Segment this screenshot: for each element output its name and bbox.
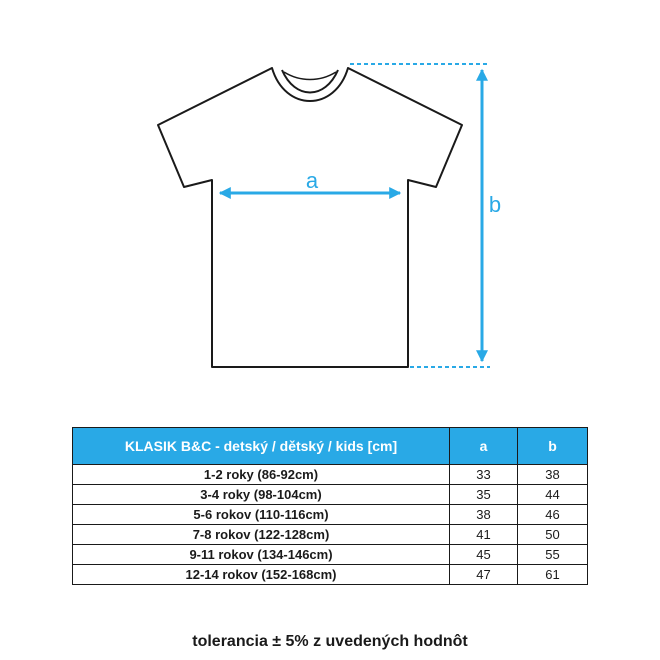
size-cell: 1-2 roky (86-92cm) [73,465,450,485]
size-cell: 3-4 roky (98-104cm) [73,485,450,505]
table-row [73,465,588,485]
size-cell: 7-8 rokov (122-128cm) [73,525,450,545]
length-label: b [488,192,502,217]
size-cell: 9-11 rokov (134-146cm) [73,545,450,565]
tolerance-note: tolerancia ± 5% z uvedených hodnôt [192,633,468,650]
value-b-cell: 50 [518,525,588,545]
column-header-a: a [450,428,518,465]
value-a-cell: 45 [450,545,518,565]
table-row [73,485,588,505]
value-b-cell: 61 [518,565,588,585]
value-a-cell: 47 [450,565,518,585]
tshirt-collar [282,70,338,93]
table-row [73,505,588,525]
table-row [73,565,588,585]
size-cell: 5-6 rokov (110-116cm) [73,505,450,525]
column-header-b: b [518,428,588,465]
width-label: a [305,168,319,193]
value-b-cell: 38 [518,465,588,485]
value-a-cell: 38 [450,505,518,525]
size-table [72,427,588,585]
tshirt-outline [158,68,462,367]
value-a-cell: 35 [450,485,518,505]
value-b-cell: 55 [518,545,588,565]
table-title: KLASIK B&C - detský / dětský / kids [cm] [73,428,450,465]
table-row [73,525,588,545]
tshirt-collar-back [284,72,336,80]
table-row [73,545,588,565]
table-header-row [73,428,588,465]
value-b-cell: 44 [518,485,588,505]
value-a-cell: 33 [450,465,518,485]
size-cell: 12-14 rokov (152-168cm) [73,565,450,585]
value-a-cell: 41 [450,525,518,545]
value-b-cell: 46 [518,505,588,525]
